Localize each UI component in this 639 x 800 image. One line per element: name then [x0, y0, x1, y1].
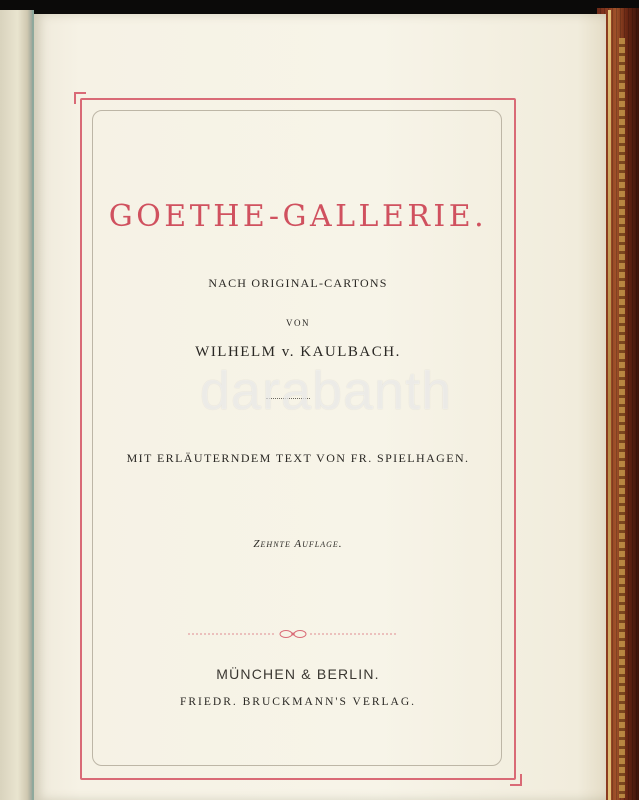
commentary-credit: MIT ERLÄUTERNDEM TEXT VON FR. SPIELHAGEN.: [126, 451, 470, 465]
book-title: GOETHE-GALLERIE.: [108, 199, 488, 234]
left-page-edge: [0, 10, 34, 800]
von-line: VON: [286, 318, 310, 328]
cover-gilt-edge: [608, 10, 611, 800]
watermark: darabanth: [199, 361, 453, 421]
publisher-name: FRIEDR. BRUCKMANN'S VERLAG.: [179, 696, 417, 708]
ornament-divider: [188, 628, 398, 640]
book-subtitle: NACH ORIGINAL-CARTONS: [208, 276, 388, 290]
author-name: WILHELM v. KAULBACH.: [195, 344, 401, 360]
edition-note: Zehnte Auflage.: [253, 538, 343, 550]
cover-gold-tooling: [619, 38, 625, 798]
publication-place: MÜNCHEN & BERLIN.: [216, 666, 380, 682]
